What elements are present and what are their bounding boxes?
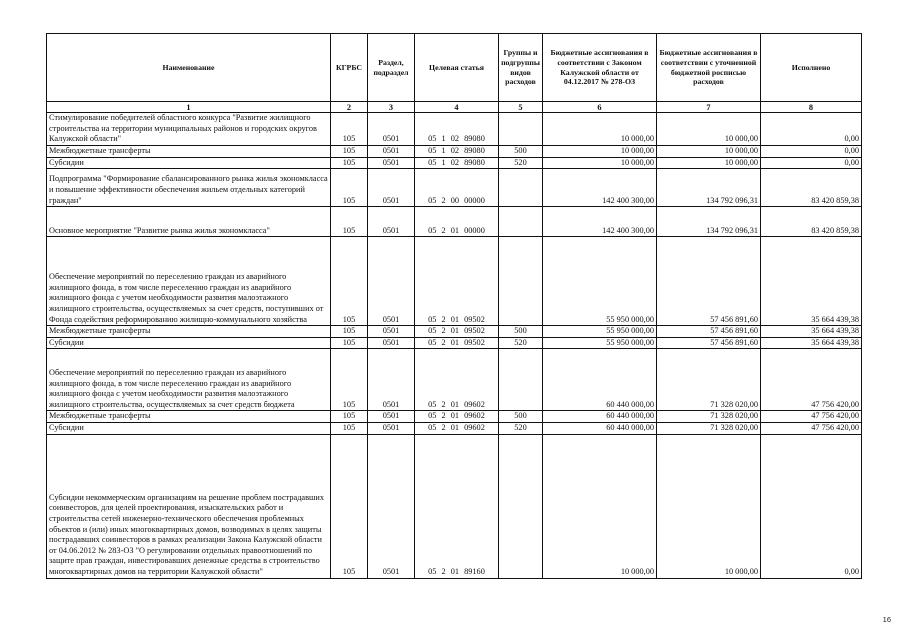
row-section: 0501 xyxy=(368,207,415,237)
row-refined: 10 000,00 xyxy=(657,113,761,146)
row-name: Основное мероприятие "Развитие рынка жилья экономкласса" xyxy=(47,207,331,237)
row-group: 500 xyxy=(499,326,543,338)
row-target: 05 2 01 09502 xyxy=(415,237,499,326)
row-kgrbs: 105 xyxy=(331,422,368,434)
row-kgrbs: 105 xyxy=(331,337,368,349)
row-law: 55 950 000,00 xyxy=(543,337,657,349)
row-refined: 10 000,00 xyxy=(657,157,761,169)
budget-table xyxy=(46,33,862,579)
table-row xyxy=(47,411,862,423)
row-law: 142 400 300,00 xyxy=(543,169,657,207)
row-name: Субсидии xyxy=(47,337,331,349)
row-name: Межбюджетные трансферты xyxy=(47,326,331,338)
row-executed: 0,00 xyxy=(761,113,862,146)
header-kgrbs: КГРБС xyxy=(331,34,368,102)
table-row xyxy=(47,237,862,326)
row-kgrbs: 105 xyxy=(331,157,368,169)
column-number: 6 xyxy=(543,102,657,113)
row-target: 05 2 01 09602 xyxy=(415,411,499,423)
row-law: 60 440 000,00 xyxy=(543,422,657,434)
row-executed: 47 756 420,00 xyxy=(761,349,862,411)
column-number-row xyxy=(47,102,862,113)
row-section: 0501 xyxy=(368,422,415,434)
row-kgrbs: 105 xyxy=(331,411,368,423)
row-section: 0501 xyxy=(368,326,415,338)
table-row xyxy=(47,113,862,146)
row-target: 05 2 01 09602 xyxy=(415,349,499,411)
table-row xyxy=(47,349,862,411)
column-number: 7 xyxy=(657,102,761,113)
row-kgrbs: 105 xyxy=(331,207,368,237)
row-refined: 57 456 891,60 xyxy=(657,326,761,338)
row-law: 55 950 000,00 xyxy=(543,326,657,338)
header-section: Раздел, подраздел xyxy=(368,34,415,102)
table-row xyxy=(47,434,862,578)
row-kgrbs: 105 xyxy=(331,326,368,338)
row-law: 55 950 000,00 xyxy=(543,237,657,326)
row-refined: 71 328 020,00 xyxy=(657,411,761,423)
row-executed: 47 756 420,00 xyxy=(761,411,862,423)
row-refined: 57 456 891,60 xyxy=(657,237,761,326)
row-kgrbs: 105 xyxy=(331,169,368,207)
row-kgrbs: 105 xyxy=(331,146,368,158)
row-law: 60 440 000,00 xyxy=(543,349,657,411)
row-name: Межбюджетные трансферты xyxy=(47,411,331,423)
row-target: 05 1 02 89080 xyxy=(415,157,499,169)
row-name: Субсидии xyxy=(47,157,331,169)
row-name: Субсидии некоммерческим организациям на решение проблем пострадавших соинвесторов, для целей проектирования, изыскательских работ и строительства сетей инженерно-технического обеспечения проблемных объектов и (или) иных многоквартирных домов, возводимых в целях защиты пострадавших соинвесторов в рамках реализации Закона Калужской области от 04.06.2012 № 283-ОЗ "О регулировании отдельных правоотношений по защите прав граждан, инвестировавших денежные средства в строительство многоквартирных домов на территории Калужской области" xyxy=(47,434,331,578)
row-target: 05 2 01 89160 xyxy=(415,434,499,578)
row-law: 142 400 300,00 xyxy=(543,207,657,237)
row-name: Стимулирование победителей областного конкурса "Развитие жилищного строительства на территории муниципальных районов и городских округов Калужской области" xyxy=(47,113,331,146)
row-section: 0501 xyxy=(368,113,415,146)
table-row xyxy=(47,146,862,158)
row-executed: 0,00 xyxy=(761,157,862,169)
row-section: 0501 xyxy=(368,146,415,158)
row-refined: 10 000,00 xyxy=(657,434,761,578)
table-row xyxy=(47,337,862,349)
row-law: 10 000,00 xyxy=(543,157,657,169)
row-refined: 10 000,00 xyxy=(657,146,761,158)
header-target: Целевая статья xyxy=(415,34,499,102)
row-law: 60 440 000,00 xyxy=(543,411,657,423)
row-executed: 0,00 xyxy=(761,434,862,578)
header-executed: Исполнено xyxy=(761,34,862,102)
row-target: 05 1 02 89080 xyxy=(415,113,499,146)
row-section: 0501 xyxy=(368,169,415,207)
row-target: 05 1 02 89080 xyxy=(415,146,499,158)
row-section: 0501 xyxy=(368,411,415,423)
row-kgrbs: 105 xyxy=(331,434,368,578)
row-kgrbs: 105 xyxy=(331,113,368,146)
row-group: 520 xyxy=(499,422,543,434)
table-row xyxy=(47,326,862,338)
header-refined: Бюджетные ассигнования в соответствии с уточненной бюджетной росписью расходов xyxy=(657,34,761,102)
row-group: 520 xyxy=(499,337,543,349)
row-executed: 83 420 859,38 xyxy=(761,207,862,237)
row-refined: 71 328 020,00 xyxy=(657,349,761,411)
column-number: 2 xyxy=(331,102,368,113)
row-name: Обеспечение мероприятий по переселению граждан из аварийного жилищного фонда, в том числе переселению граждан из аварийного жилищного фонда с учетом необходимости развития малоэтажного жилищного строительства, осуществляемых за счет средств бюджета xyxy=(47,349,331,411)
column-number: 1 xyxy=(47,102,331,113)
row-section: 0501 xyxy=(368,337,415,349)
row-section: 0501 xyxy=(368,434,415,578)
row-group xyxy=(499,237,543,326)
table-row xyxy=(47,169,862,207)
row-law: 10 000,00 xyxy=(543,434,657,578)
row-refined: 134 792 096,31 xyxy=(657,169,761,207)
row-name: Подпрограмма "Формирование сбалансированного рынка жилья экономкласса и повышение эффективности обеспечения жильем отдельных категорий граждан" xyxy=(47,169,331,207)
row-executed: 0,00 xyxy=(761,146,862,158)
column-number: 3 xyxy=(368,102,415,113)
row-group: 500 xyxy=(499,146,543,158)
row-executed: 35 664 439,38 xyxy=(761,237,862,326)
row-section: 0501 xyxy=(368,157,415,169)
table-row xyxy=(47,422,862,434)
row-refined: 57 456 891,60 xyxy=(657,337,761,349)
table-row xyxy=(47,157,862,169)
row-target: 05 2 01 00000 xyxy=(415,207,499,237)
row-target: 05 2 01 09502 xyxy=(415,326,499,338)
row-group xyxy=(499,207,543,237)
row-name: Обеспечение мероприятий по переселению граждан из аварийного жилищного фонда, в том числе переселению граждан из аварийного жилищного фонда с учетом необходимости развития малоэтажного жилищного строительства, осуществляемых за счет средств, поступивших от Фонда содействия реформированию жилищно-коммунального хозяйства xyxy=(47,237,331,326)
row-executed: 83 420 859,38 xyxy=(761,169,862,207)
row-target: 05 2 00 00000 xyxy=(415,169,499,207)
row-target: 05 2 01 09602 xyxy=(415,422,499,434)
row-law: 10 000,00 xyxy=(543,113,657,146)
page-number: 16 xyxy=(882,615,891,624)
column-number: 5 xyxy=(499,102,543,113)
row-refined: 71 328 020,00 xyxy=(657,422,761,434)
header-row xyxy=(47,34,862,102)
row-section: 0501 xyxy=(368,349,415,411)
row-group: 500 xyxy=(499,411,543,423)
row-group: 520 xyxy=(499,157,543,169)
row-kgrbs: 105 xyxy=(331,349,368,411)
column-number: 4 xyxy=(415,102,499,113)
table-row xyxy=(47,207,862,237)
row-executed: 35 664 439,38 xyxy=(761,326,862,338)
row-section: 0501 xyxy=(368,237,415,326)
row-refined: 134 792 096,31 xyxy=(657,207,761,237)
column-number: 8 xyxy=(761,102,862,113)
row-group xyxy=(499,349,543,411)
header-law: Бюджетные ассигнования в соответствии с Законом Калужской области от 04.12.2017 № 278-ОЗ xyxy=(543,34,657,102)
row-executed: 35 664 439,38 xyxy=(761,337,862,349)
row-group xyxy=(499,169,543,207)
row-executed: 47 756 420,00 xyxy=(761,422,862,434)
row-name: Межбюджетные трансферты xyxy=(47,146,331,158)
row-group xyxy=(499,434,543,578)
row-group xyxy=(499,113,543,146)
row-kgrbs: 105 xyxy=(331,237,368,326)
header-name: Наименование xyxy=(47,34,331,102)
row-target: 05 2 01 09502 xyxy=(415,337,499,349)
row-name: Субсидии xyxy=(47,422,331,434)
row-law: 10 000,00 xyxy=(543,146,657,158)
header-groups: Группы и подгруппы видов расходов xyxy=(499,34,543,102)
